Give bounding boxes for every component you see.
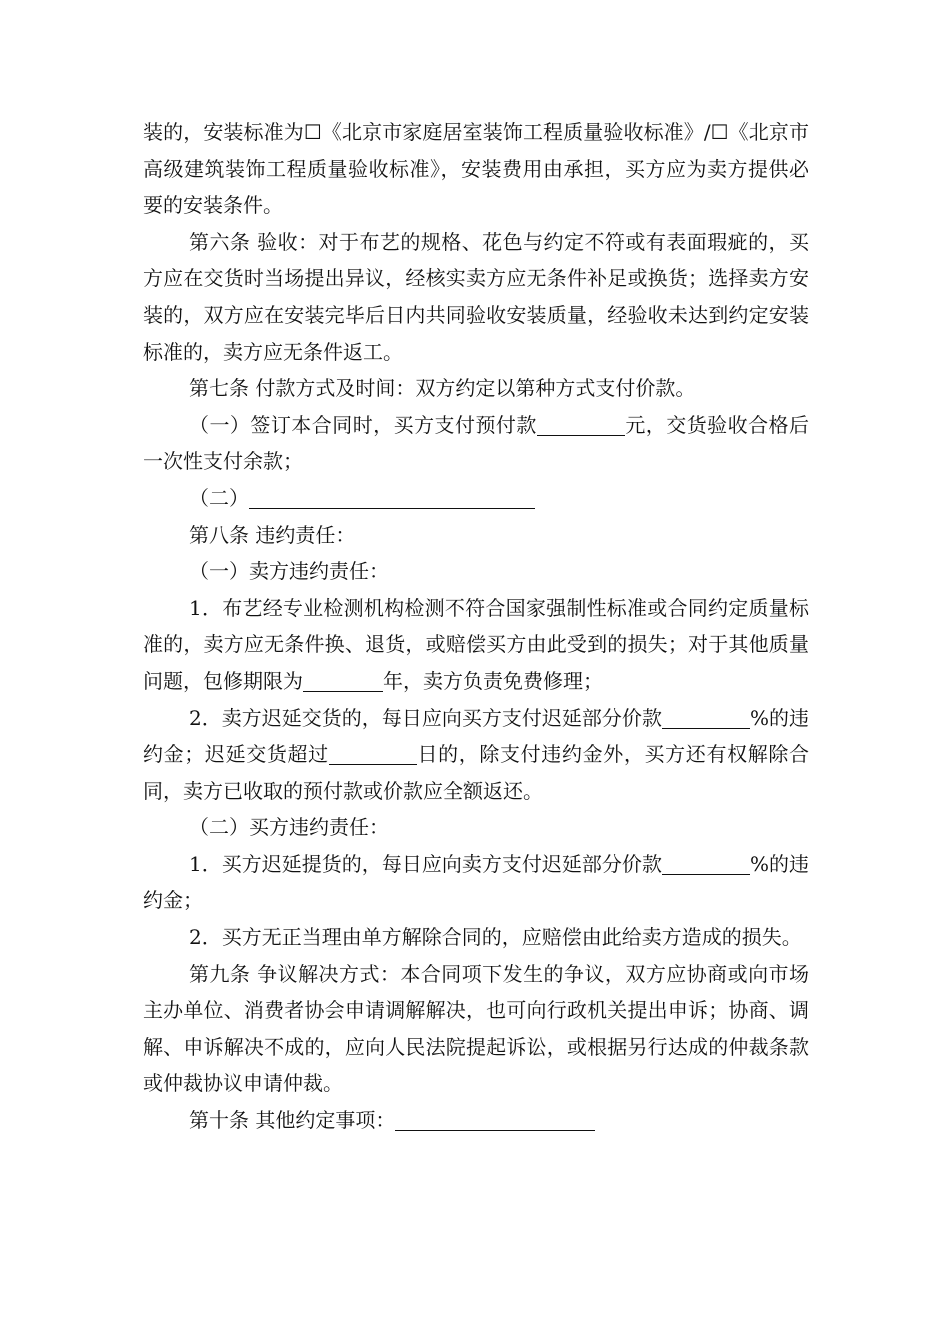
article-8-liability bbox=[143, 517, 809, 554]
contract-page bbox=[143, 114, 809, 1139]
buyer-penalty-rate-blank bbox=[662, 848, 750, 875]
paragraph-text: 元，交货验收合格后一次性支付余款； bbox=[143, 412, 810, 474]
paragraph-text: 年，卖方负责免费修理； bbox=[383, 668, 603, 693]
seller-liability-heading bbox=[143, 553, 809, 590]
seller-liability-item-2 bbox=[143, 700, 809, 810]
paragraph-text: 第八条 违约责任： bbox=[189, 522, 356, 547]
buyer-liability-item-1 bbox=[143, 846, 809, 919]
paragraph-text: 2．卖方迟延交货的，每日应向买方支付迟延部分价款 bbox=[189, 705, 662, 730]
buyer-liability-item-2 bbox=[143, 919, 809, 956]
delay-days-blank bbox=[329, 738, 417, 765]
article-7-payment bbox=[143, 370, 809, 407]
paragraph-text: （二） bbox=[189, 485, 249, 510]
paragraph-text: 第九条 争议解决方式：本合同项下发生的争议，双方应协商或向市场主办单位、消费者协会申请调解解决，也可向行政机关提出申诉；协商、调解、申诉解决不成的，应向人民法院提起诉讼，或根据另行达成的仲裁条款或仲裁协议申请仲裁。 bbox=[143, 961, 809, 1096]
installation-standard-paragraph bbox=[143, 114, 809, 224]
paragraph-text: （一）卖方违约责任： bbox=[189, 559, 389, 584]
paragraph-text: %的违约金；迟延交货超过 bbox=[143, 705, 809, 767]
article-10-other bbox=[143, 1102, 809, 1139]
paragraph-text: （二）买方违约责任： bbox=[189, 815, 389, 840]
other-terms-blank bbox=[395, 1104, 595, 1131]
seller-liability-item-1 bbox=[143, 590, 809, 700]
paragraph-text: 第六条 验收：对于布艺的规格、花色与约定不符或有表面瑕疵的，买方应在交货时当场提出异议，经核实卖方应无条件补足或换货；选择卖方安装的，双方应在安装完毕后日内共同验收安装质量，经验收未达到约定安装标准的，卖方应无条件返工。 bbox=[143, 229, 809, 364]
paragraph-text: 2．买方无正当理由单方解除合同的，应赔偿由此给卖方造成的损失。 bbox=[189, 925, 802, 950]
article-9-dispute bbox=[143, 956, 809, 1102]
paragraph-text: 1．买方迟延提货的，每日应向卖方支付迟延部分价款 bbox=[189, 851, 662, 876]
article-6-acceptance bbox=[143, 224, 809, 370]
payment-option-2 bbox=[143, 480, 809, 517]
paragraph-text: %的违约金； bbox=[143, 851, 809, 913]
payment-option-1 bbox=[143, 407, 809, 480]
warranty-period-blank bbox=[303, 665, 383, 692]
paragraph-text: 第七条 付款方式及时间：双方约定以第种方式支付价款。 bbox=[189, 376, 696, 401]
paragraph-text: 装的，安装标准为☐《北京市家庭居室装饰工程质量验收标准》/☐《北京市高级建筑装饰工程质量验收标准》，安装费用由承担，买方应为卖方提供必要的安装条件。 bbox=[143, 120, 809, 218]
buyer-liability-heading bbox=[143, 809, 809, 846]
payment-option-2-blank bbox=[249, 482, 535, 509]
paragraph-text: 日的，除支付违约金外，买方还有权解除合同，卖方已收取的预付款或价款应全额返还。 bbox=[143, 742, 810, 803]
seller-penalty-rate-blank bbox=[662, 702, 750, 729]
paragraph-text: 第十条 其他约定事项： bbox=[189, 1108, 396, 1133]
paragraph-text: 1．布艺经专业检测机构检测不符合国家强制性标准或合同约定质量标准的，卖方应无条件换、退货，或赔偿买方由此受到的损失；对于其他质量问题，包修期限为 bbox=[143, 595, 809, 693]
paragraph-text: （一）签订本合同时，买方支付预付款 bbox=[189, 412, 537, 437]
prepayment-amount-blank bbox=[537, 409, 625, 436]
